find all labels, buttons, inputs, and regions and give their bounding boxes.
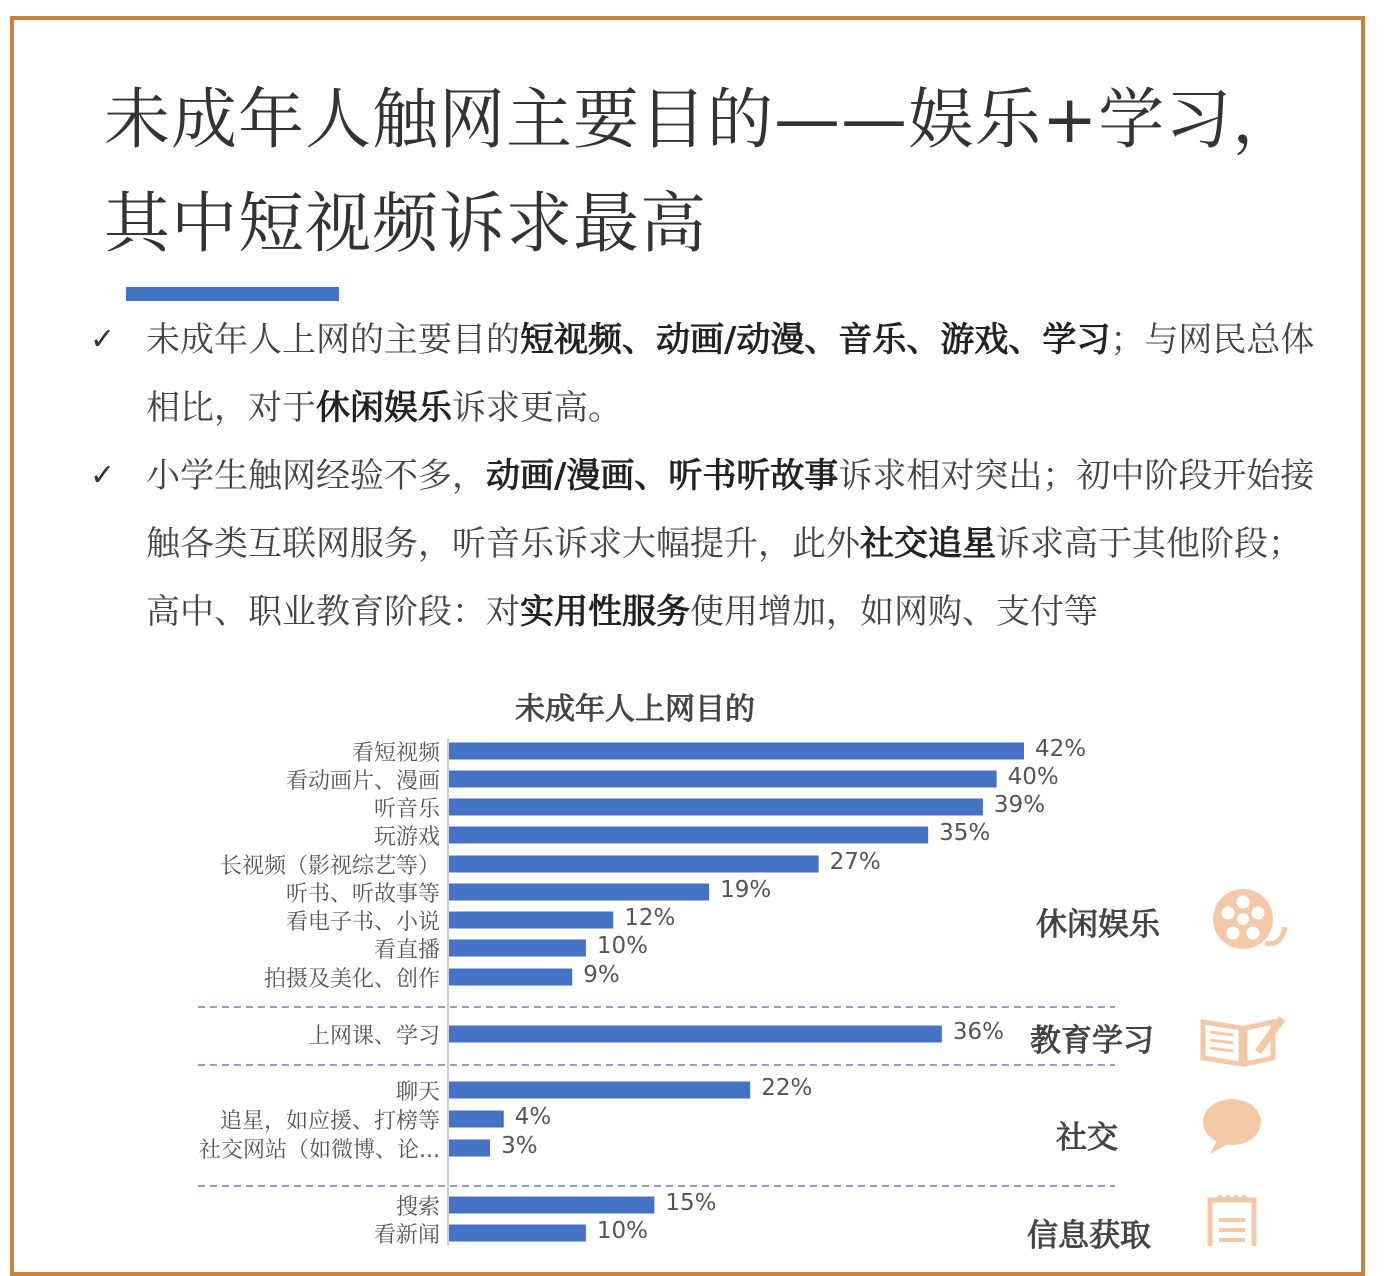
category-label: 听音乐 xyxy=(373,797,440,822)
checkmark-icon: ✓ xyxy=(90,458,116,493)
bar xyxy=(449,912,613,929)
value-label: 35% xyxy=(939,820,991,846)
bullet-text: 诉求高于其他阶段；高中、职业教育阶段：对 xyxy=(146,524,1302,632)
chart-title: 未成年人上网目的 xyxy=(515,692,755,727)
value-label: 22% xyxy=(761,1075,813,1101)
bar xyxy=(449,969,572,986)
category-label: 看电子书、小说 xyxy=(285,910,440,935)
category-label: 玩游戏 xyxy=(373,825,440,850)
category-label: 拍摄及美化、创作 xyxy=(263,967,440,992)
bar xyxy=(449,827,928,844)
bullet-text: 诉求相对突出；初中阶段开始接触各类互联网服务，听音乐诉求大幅提升，此外 xyxy=(146,456,1315,564)
bullet-emphasis: 短视频、动画/动漫、音乐、游戏、学习 xyxy=(520,320,1111,360)
bar xyxy=(449,940,586,957)
bar xyxy=(449,1026,942,1043)
value-label: 10% xyxy=(596,1218,649,1244)
value-label: 9% xyxy=(583,962,620,988)
category-label: 看动画片、漫画 xyxy=(285,769,440,794)
group-label: 社交 xyxy=(1056,1120,1118,1156)
value-label: 39% xyxy=(993,792,1046,818)
title-line-1: 未成年人触网主要目的——娱乐+学习， xyxy=(104,81,1300,158)
bar xyxy=(449,799,983,816)
bullet-emphasis: 动画/漫画、听书听故事 xyxy=(486,456,839,496)
bar xyxy=(449,884,709,901)
bar xyxy=(449,1082,750,1099)
bullet-emphasis: 休闲娱乐 xyxy=(316,388,452,428)
bullet-text: 未成年人上网的主要目的 xyxy=(146,320,520,360)
value-label: 15% xyxy=(665,1190,717,1216)
bar xyxy=(449,1140,490,1157)
bullet-emphasis: 实用性服务 xyxy=(520,592,690,632)
title-line-2: 其中短视频诉求最高 xyxy=(104,185,707,262)
value-label: 42% xyxy=(1035,736,1087,762)
category-label: 长视频（影视综艺等） xyxy=(219,854,440,879)
value-label: 4% xyxy=(514,1104,552,1130)
category-label: 看直播 xyxy=(373,938,440,963)
bar xyxy=(449,743,1024,760)
category-label: 搜索 xyxy=(395,1195,440,1220)
bullet-text: 诉求更高。 xyxy=(452,388,622,428)
bar xyxy=(449,1111,504,1128)
bullet-emphasis: 社交追星 xyxy=(860,524,996,564)
open-book-icon xyxy=(1203,1016,1285,1064)
film-reel-icon xyxy=(1213,889,1285,949)
category-label: 社交网站（如微博、论... xyxy=(199,1138,440,1163)
bullet-text: 使用增加，如网购、支付等 xyxy=(690,592,1098,632)
category-label: 追星，如应援、打榜等 xyxy=(219,1109,440,1134)
bar xyxy=(449,856,819,873)
checkmark-icon: ✓ xyxy=(90,322,116,357)
speech-bubble-icon xyxy=(1203,1099,1261,1154)
category-label: 看短视频 xyxy=(351,741,440,766)
category-label: 看新闻 xyxy=(373,1223,440,1248)
group-label: 教育学习 xyxy=(1030,1023,1154,1059)
value-label: 3% xyxy=(501,1133,538,1159)
value-label: 40% xyxy=(1007,764,1059,790)
category-label: 听书、听故事等 xyxy=(285,882,440,907)
bullet-text: 小学生触网经验不多， xyxy=(146,456,486,496)
group-label: 信息获取 xyxy=(1027,1218,1151,1254)
value-label: 12% xyxy=(624,905,676,931)
bar xyxy=(449,1197,654,1214)
category-label: 聊天 xyxy=(395,1080,440,1105)
value-label: 10% xyxy=(596,933,649,959)
bullet-text: ；与网民总体相比，对于 xyxy=(146,320,1315,428)
bar xyxy=(449,771,997,788)
bar xyxy=(449,1225,586,1242)
value-label: 19% xyxy=(720,877,772,903)
notepad-icon xyxy=(1210,1195,1254,1246)
value-label: 27% xyxy=(829,849,881,875)
value-label: 36% xyxy=(952,1019,1004,1045)
group-label: 休闲娱乐 xyxy=(1036,907,1160,943)
category-label: 上网课、学习 xyxy=(307,1024,440,1049)
